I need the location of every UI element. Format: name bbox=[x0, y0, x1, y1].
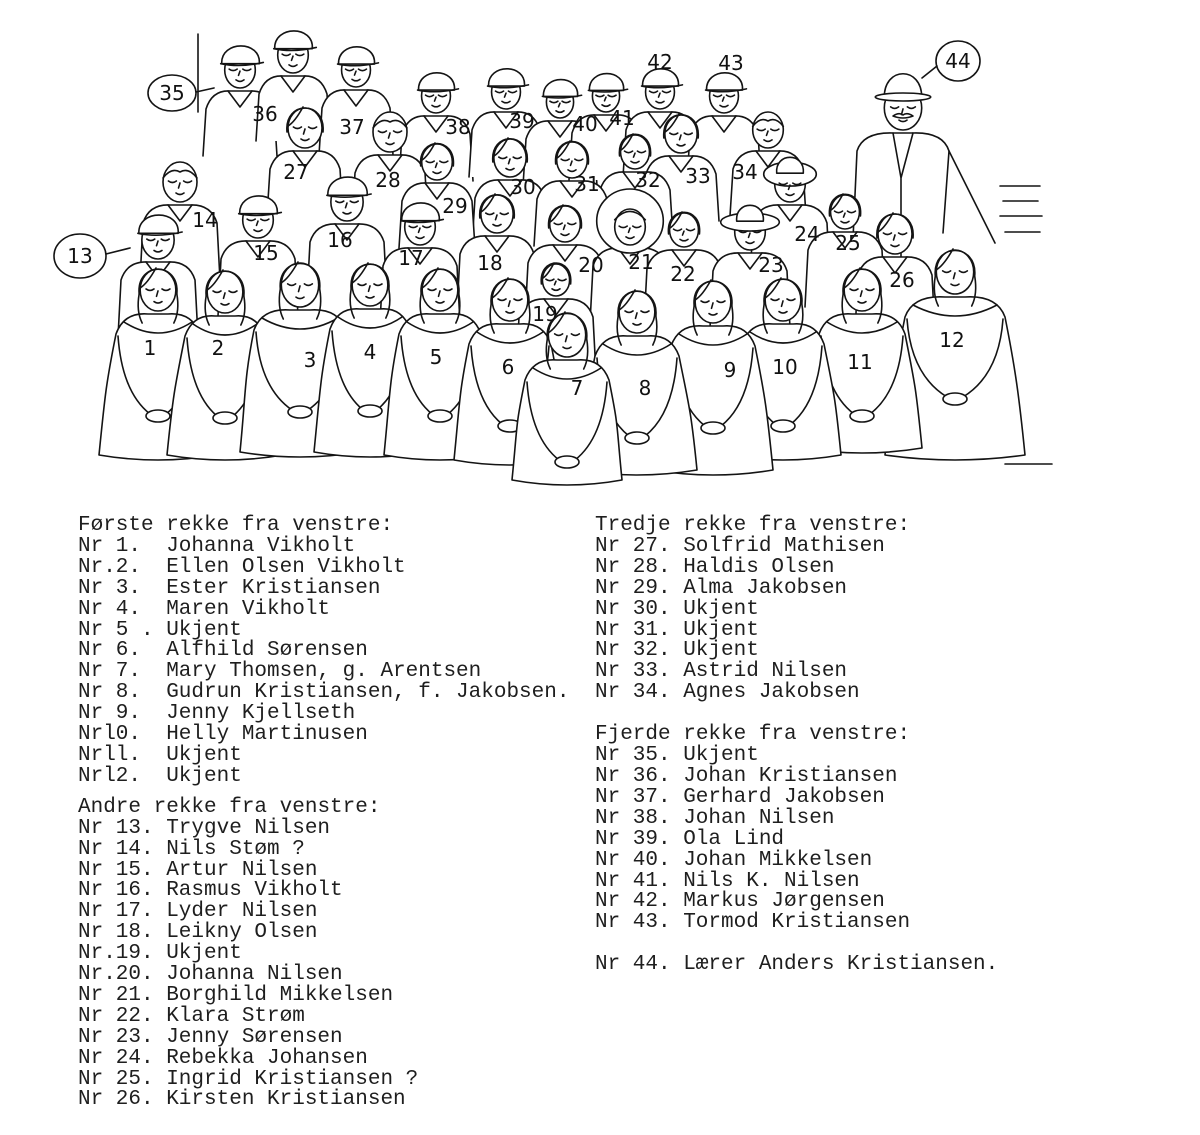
person-label-11: 11 bbox=[847, 350, 873, 374]
list-entry bbox=[78, 902, 569, 923]
list-entry bbox=[78, 1004, 569, 1028]
person-label-5: 5 bbox=[429, 345, 443, 369]
list-entry bbox=[595, 848, 998, 872]
name-list-left-column bbox=[78, 516, 569, 1111]
entry-name: Nils Støm ? bbox=[166, 837, 305, 861]
entry-name: Alfhild Sørensen bbox=[166, 639, 368, 663]
entry-name: Ukjent bbox=[683, 597, 759, 621]
entry-name: Leikny Olsen bbox=[166, 921, 318, 945]
entry-name: Tormod Kristiansen bbox=[683, 911, 911, 935]
entry-number: Nrl2. bbox=[78, 764, 142, 788]
list-entry bbox=[595, 662, 998, 683]
person-label-18: 18 bbox=[477, 251, 503, 275]
entry-number: Nr 6. bbox=[78, 639, 142, 663]
entry-name: Maren Vikholt bbox=[166, 597, 331, 621]
entry-number: Nr 32. bbox=[595, 639, 671, 663]
entry-number: Nr 41. bbox=[595, 869, 671, 893]
entry-number: Nr 26. bbox=[78, 1088, 154, 1112]
entry-name: Trygve Nilsen bbox=[166, 816, 331, 840]
person-label-29: 29 bbox=[442, 194, 468, 218]
entry-name: Gudrun Kristiansen, f. Jakobsen. bbox=[166, 681, 570, 705]
list-entry bbox=[595, 555, 998, 579]
list-entry bbox=[595, 618, 998, 642]
row-group bbox=[78, 795, 569, 1112]
person-label-35: 35 bbox=[159, 81, 185, 105]
person-label-20: 20 bbox=[578, 253, 604, 277]
list-entry bbox=[78, 1067, 569, 1091]
person-label-38: 38 bbox=[445, 115, 471, 139]
entry-number: Nr 35. bbox=[595, 744, 671, 768]
entry-name: Ukjent bbox=[683, 744, 759, 768]
list-entry bbox=[78, 983, 569, 1007]
entry-number: Nr 18. bbox=[78, 921, 154, 945]
person-label-26: 26 bbox=[889, 268, 915, 292]
entry-name: Ola Lind bbox=[683, 827, 785, 851]
list-entry bbox=[78, 858, 569, 882]
entry-name: Jenny Kjellseth bbox=[166, 702, 356, 726]
group-heading: Andre rekke fra venstre: bbox=[78, 795, 381, 819]
list-entry bbox=[78, 1046, 569, 1070]
list-entry bbox=[78, 725, 569, 746]
entry-number: Nr 24. bbox=[78, 1046, 154, 1070]
list-entry bbox=[595, 955, 998, 976]
person-label-17: 17 bbox=[398, 246, 424, 270]
list-entry bbox=[595, 785, 998, 809]
entry-name: Lærer Anders Kristiansen. bbox=[683, 953, 999, 977]
entry-number: Nr 5 . bbox=[78, 618, 154, 642]
list-entry bbox=[595, 683, 998, 704]
person-label-43: 43 bbox=[718, 51, 744, 75]
row-group bbox=[595, 955, 998, 976]
entry-name: Solfrid Mathisen bbox=[683, 534, 885, 558]
entry-name: Astrid Nilsen bbox=[683, 660, 848, 684]
person-label-41: 41 bbox=[609, 106, 635, 130]
person-label-21: 21 bbox=[628, 250, 654, 274]
list-entry bbox=[78, 816, 569, 840]
entry-name: Helly Martinusen bbox=[166, 723, 368, 747]
person-label-31: 31 bbox=[574, 172, 600, 196]
person-label-6: 6 bbox=[501, 355, 515, 379]
entry-number: Nr 13. bbox=[78, 816, 154, 840]
entry-number: Nr 3. bbox=[78, 576, 142, 600]
entry-name: Ukjent bbox=[166, 618, 242, 642]
list-entry bbox=[78, 965, 569, 986]
entry-number: Nr 28. bbox=[595, 555, 671, 579]
person-label-16: 16 bbox=[327, 228, 353, 252]
group-heading: Fjerde rekke fra venstre: bbox=[595, 723, 911, 747]
entry-name: Nils K. Nilsen bbox=[683, 869, 860, 893]
entry-name: Lyder Nilsen bbox=[166, 900, 318, 924]
entry-number: Nr 44. bbox=[595, 953, 671, 977]
entry-name: Johan Mikkelsen bbox=[683, 848, 873, 872]
entry-name: Johanna Nilsen bbox=[166, 963, 343, 987]
list-entry bbox=[595, 746, 998, 767]
person-label-36: 36 bbox=[252, 102, 278, 126]
entry-name: Klara Strøm bbox=[166, 1004, 305, 1028]
entry-number: Nr 23. bbox=[78, 1025, 154, 1049]
entry-number: Nr.19. bbox=[78, 942, 154, 966]
person-label-8: 8 bbox=[638, 376, 652, 400]
entry-name: Alma Jakobsen bbox=[683, 576, 848, 600]
list-entry bbox=[595, 764, 998, 788]
row-group bbox=[595, 725, 998, 934]
entry-number: Nr 9. bbox=[78, 702, 142, 726]
person-label-32: 32 bbox=[635, 168, 661, 192]
group-heading: Første rekke fra venstre: bbox=[78, 514, 394, 537]
person-label-10: 10 bbox=[772, 355, 798, 379]
entry-name: Johan Nilsen bbox=[683, 806, 835, 830]
person-label-13: 13 bbox=[67, 244, 93, 268]
list-entry bbox=[78, 597, 569, 621]
list-entry bbox=[78, 1090, 569, 1111]
entry-number: Nr 14. bbox=[78, 837, 154, 861]
person-label-33: 33 bbox=[685, 164, 711, 188]
entry-number: Nr 34. bbox=[595, 681, 671, 705]
entry-name: Johanna Vikholt bbox=[166, 534, 356, 558]
entry-number: Nr 37. bbox=[595, 785, 671, 809]
list-entry bbox=[595, 597, 998, 621]
person-label-12: 12 bbox=[939, 328, 965, 352]
entry-number: Nr.20. bbox=[78, 963, 154, 987]
entry-name: Rebekka Johansen bbox=[166, 1046, 368, 1070]
group-heading: Tredje rekke fra venstre: bbox=[595, 514, 911, 537]
list-entry bbox=[595, 806, 998, 830]
entry-number: Nr 38. bbox=[595, 806, 671, 830]
entry-name: Ellen Olsen Vikholt bbox=[166, 555, 406, 579]
entry-name: Ukjent bbox=[683, 639, 759, 663]
list-entry bbox=[595, 892, 998, 913]
list-entry bbox=[595, 827, 998, 851]
person-label-9: 9 bbox=[723, 358, 737, 382]
person-label-14: 14 bbox=[192, 208, 218, 232]
person-label-30: 30 bbox=[510, 175, 536, 199]
entry-name: Haldis Olsen bbox=[683, 555, 835, 579]
entry-name: Ukjent bbox=[166, 764, 242, 788]
entry-number: Nr 16. bbox=[78, 879, 154, 903]
entry-number: Nr 30. bbox=[595, 597, 671, 621]
list-entry bbox=[78, 944, 569, 965]
person-label-27: 27 bbox=[283, 160, 309, 184]
row-group bbox=[78, 516, 569, 788]
person-label-42: 42 bbox=[647, 50, 673, 74]
entry-name: Ingrid Kristiansen ? bbox=[166, 1067, 419, 1091]
entry-name: Kirsten Kristiansen bbox=[166, 1088, 406, 1112]
entry-number: Nr 1. bbox=[78, 534, 142, 558]
entry-name: Agnes Jakobsen bbox=[683, 681, 860, 705]
person-label-4: 4 bbox=[363, 340, 377, 364]
entry-number: Nr 36. bbox=[595, 764, 671, 788]
entry-name: Jenny Sørensen bbox=[166, 1025, 343, 1049]
person-label-23: 23 bbox=[758, 253, 784, 277]
list-entry bbox=[78, 662, 569, 683]
list-entry bbox=[78, 641, 569, 662]
entry-name: Ukjent bbox=[166, 743, 242, 767]
list-entry bbox=[78, 837, 569, 861]
person-label-39: 39 bbox=[509, 109, 535, 133]
person-label-19: 19 bbox=[532, 302, 558, 326]
person-label-40: 40 bbox=[572, 112, 598, 136]
entry-number: Nr.2. bbox=[78, 555, 142, 579]
person-label-3: 3 bbox=[303, 348, 317, 372]
entry-name: Ukjent bbox=[683, 618, 759, 642]
list-entry bbox=[78, 881, 569, 902]
entry-number: Nr 7. bbox=[78, 660, 142, 684]
entry-name: Mary Thomsen, g. Arentsen bbox=[166, 660, 482, 684]
person-label-24: 24 bbox=[794, 222, 820, 246]
list-entry bbox=[78, 534, 569, 558]
person-label-7: 7 bbox=[570, 376, 584, 400]
entry-number: Nr 8. bbox=[78, 681, 142, 705]
list-entry bbox=[78, 576, 569, 600]
list-entry bbox=[595, 913, 998, 934]
person-label-37: 37 bbox=[339, 115, 365, 139]
entry-number: Nr 25. bbox=[78, 1067, 154, 1091]
list-entry bbox=[78, 923, 569, 944]
entry-name: Gerhard Jakobsen bbox=[683, 785, 885, 809]
list-entry bbox=[595, 534, 998, 558]
entry-number: Nr 27. bbox=[595, 534, 671, 558]
entry-number: Nrll. bbox=[78, 743, 142, 767]
person-label-1: 1 bbox=[143, 336, 157, 360]
person-label-34: 34 bbox=[732, 160, 758, 184]
list-entry bbox=[78, 618, 569, 642]
entry-number: Nr 22. bbox=[78, 1004, 154, 1028]
list-entry bbox=[595, 641, 998, 662]
entry-name: Ukjent bbox=[166, 942, 242, 966]
entry-number: Nr 21. bbox=[78, 983, 154, 1007]
entry-number: Nrl0. bbox=[78, 723, 142, 747]
list-entry bbox=[78, 1025, 569, 1049]
list-entry bbox=[78, 683, 569, 704]
person-label-25: 25 bbox=[835, 231, 861, 255]
entry-name: Ester Kristiansen bbox=[166, 576, 381, 600]
entry-number: Nr 31. bbox=[595, 618, 671, 642]
person-label-2: 2 bbox=[211, 336, 225, 360]
entry-name: Rasmus Vikholt bbox=[166, 879, 343, 903]
entry-number: Nr 33. bbox=[595, 660, 671, 684]
entry-number: Nr 39. bbox=[595, 827, 671, 851]
class-photo-drawing bbox=[0, 0, 1200, 490]
row-group bbox=[595, 516, 998, 704]
person-label-15: 15 bbox=[253, 241, 279, 265]
person-label-28: 28 bbox=[375, 168, 401, 192]
person-label-22: 22 bbox=[670, 262, 696, 286]
entry-name: Johan Kristiansen bbox=[683, 764, 898, 788]
entry-name: Borghild Mikkelsen bbox=[166, 983, 394, 1007]
list-entry bbox=[595, 869, 998, 893]
list-entry bbox=[78, 704, 569, 725]
entry-name: Artur Nilsen bbox=[166, 858, 318, 882]
entry-number: Nr 42. bbox=[595, 890, 671, 914]
entry-number: Nr 29. bbox=[595, 576, 671, 600]
entry-number: Nr 40. bbox=[595, 848, 671, 872]
name-list-right-column bbox=[595, 516, 998, 976]
list-entry bbox=[78, 743, 569, 767]
list-entry bbox=[595, 576, 998, 600]
entry-number: Nr 17. bbox=[78, 900, 154, 924]
entry-number: Nr 4. bbox=[78, 597, 142, 621]
list-entry bbox=[78, 555, 569, 579]
entry-name: Markus Jørgensen bbox=[683, 890, 885, 914]
list-entry bbox=[78, 764, 569, 788]
entry-number: Nr 43. bbox=[595, 911, 671, 935]
person-label-44: 44 bbox=[945, 49, 971, 73]
entry-number: Nr 15. bbox=[78, 858, 154, 882]
